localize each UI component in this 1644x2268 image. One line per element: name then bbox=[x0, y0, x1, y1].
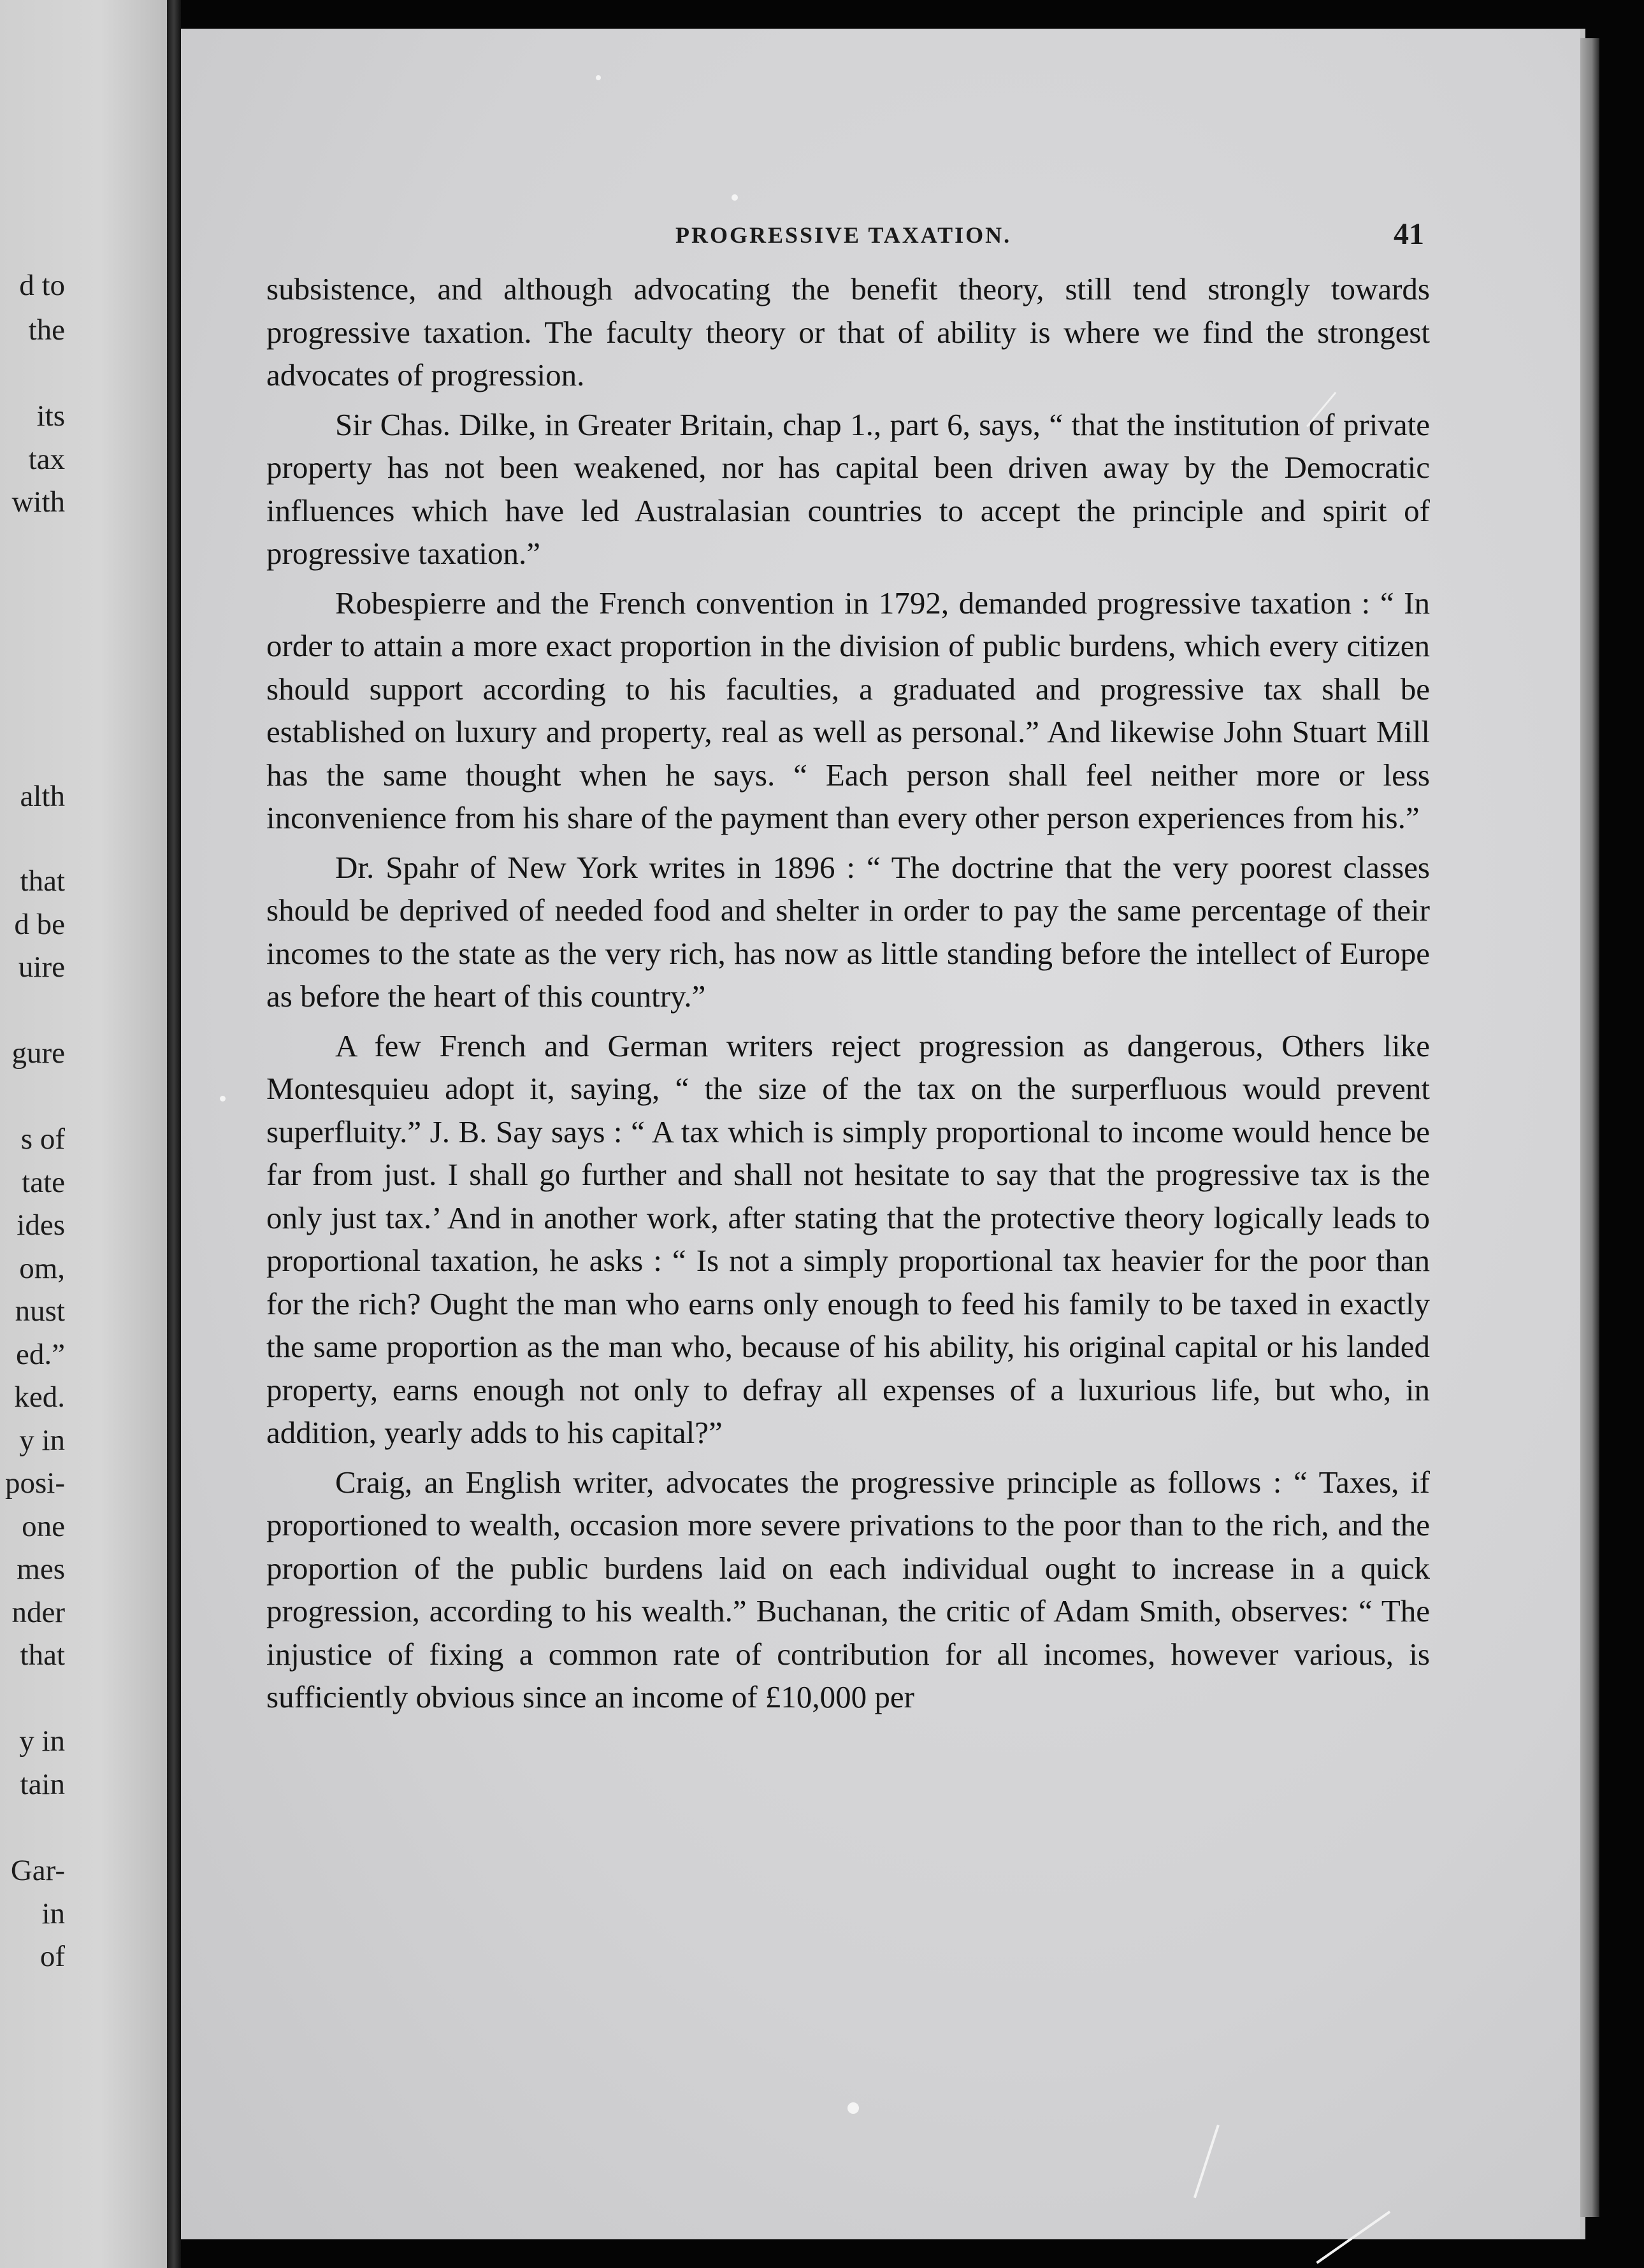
scan-speck bbox=[847, 2102, 859, 2114]
facing-page-fragment: y in bbox=[19, 1424, 65, 1457]
facing-page-fragment: ked. bbox=[14, 1381, 65, 1414]
facing-page-fragment: mes bbox=[17, 1553, 65, 1586]
facing-page-fragment: nder bbox=[11, 1596, 65, 1629]
scan-speck bbox=[220, 1096, 226, 1102]
facing-page-fragment: the bbox=[28, 313, 65, 347]
facing-page-fragment: in bbox=[41, 1897, 65, 1930]
page-body-text bbox=[266, 268, 1430, 1725]
running-head: PROGRESSIVE TAXATION. bbox=[675, 222, 1012, 248]
facing-page-fragment: its bbox=[36, 399, 65, 433]
page-number: 41 bbox=[1394, 217, 1424, 251]
facing-page-fragment: nust bbox=[15, 1295, 65, 1328]
facing-page-fragment: alth bbox=[20, 780, 65, 813]
book-gutter bbox=[167, 0, 181, 2268]
facing-page-fragment: posi- bbox=[5, 1467, 65, 1500]
paragraph: Robespierre and the French convention in 1792, demanded progressive taxation : “ In order to attain a more exact proportion in the division of public burdens, which every citizen should support according to his faculties, a graduated and progressive tax shall be established on luxury and property, real as well as personal.” And likewise John Stuart Mill has the same thought when he says. “ Each person shall feel neither more or less inconvenience from his share of the payment than every other person experiences from his.” bbox=[266, 585, 1430, 835]
facing-page-fragment: tax bbox=[28, 443, 65, 476]
facing-page-fragment: of bbox=[40, 1940, 65, 1973]
facing-page-fragment: d be bbox=[14, 908, 65, 941]
paragraph: Sir Chas. Dilke, in Greater Britain, chap 1., part 6, says, “ that the institution of private property has not been weakened, nor has capital been driven away by the Democratic influences which have led Australasian countries to accept the principle and spirit of progressive taxation.” bbox=[266, 406, 1430, 571]
scan-speck bbox=[732, 194, 738, 201]
facing-page-fragment: tain bbox=[20, 1768, 65, 1801]
facing-page-fragment: tate bbox=[22, 1166, 65, 1199]
facing-page-fragment: that bbox=[20, 1639, 65, 1672]
facing-page-fragment: that bbox=[20, 865, 65, 898]
scan-speck bbox=[596, 75, 601, 80]
facing-page-fragment: Gar- bbox=[10, 1854, 65, 1887]
page-edge-shadow bbox=[1580, 38, 1599, 2217]
facing-page-fragment: ed.” bbox=[16, 1338, 65, 1371]
facing-page-fragment: s of bbox=[20, 1123, 65, 1156]
paragraph: subsistence, and although advocating the benefit theory, still tend strongly towards progressive taxation. The faculty theory or that of ability is where we find the strongest advocates of progression. bbox=[266, 271, 1430, 392]
facing-page-fragment: om, bbox=[19, 1252, 65, 1285]
paragraph: Dr. Spahr of New York writes in 1896 : “ The doctrine that the very poorest classes should be deprived of needed food and shelter in order to pay the same percentage of their incomes to the state as the very rich, has now as little standing before the intellect of Europe as before the heart of this country.” bbox=[266, 849, 1430, 1014]
facing-page-fragment: d to bbox=[19, 269, 65, 302]
facing-page-fragment: y in bbox=[19, 1725, 65, 1758]
facing-page-edge bbox=[0, 0, 167, 2268]
facing-page-fragment: ides bbox=[17, 1209, 65, 1242]
facing-page-fragment: uire bbox=[18, 951, 65, 984]
paragraph: Craig, an English writer, advocates the progressive principle as follows : “ Taxes, if proportioned to wealth, occasion more severe privations to the poor than to the rich, and the proportion of the public burdens laid on each individual ought to increase in a quick progression, according to his wealth.” Buchanan, the critic of Adam Smith, observes: “ The injustice of fixing a common rate of contribution for all incomes, however various, is sufficiently obvious since an income of £10,000 per bbox=[266, 1464, 1430, 1714]
facing-page-fragment: gure bbox=[11, 1037, 65, 1070]
facing-page-fragment: one bbox=[22, 1510, 65, 1543]
facing-page-fragment: with bbox=[11, 485, 65, 519]
paragraph: A few French and German writers reject progression as dangerous, Others like Montesquieu adopt it, saying, “ the size of the tax on the surperfluous would prevent superfluity.” J. B. Say says : “ A tax which is simply proportional to income would hence be far from just. I shall go further and shall not hesitate to say that the progressive tax is the only just tax.’ And in another work, after stating that the protective theory logically leads to proportional taxation, he asks : “ Is not a simply proportional tax heavier for the poor than for the rich? Ought the man who earns only enough to feed his family to be taxed in exactly the same proportion as the man who, because of his ability, his original capital or his landed property, earns enough not only to defray all expenses of a luxurious life, but who, in addition, yearly adds to his capital?” bbox=[266, 1028, 1430, 1450]
